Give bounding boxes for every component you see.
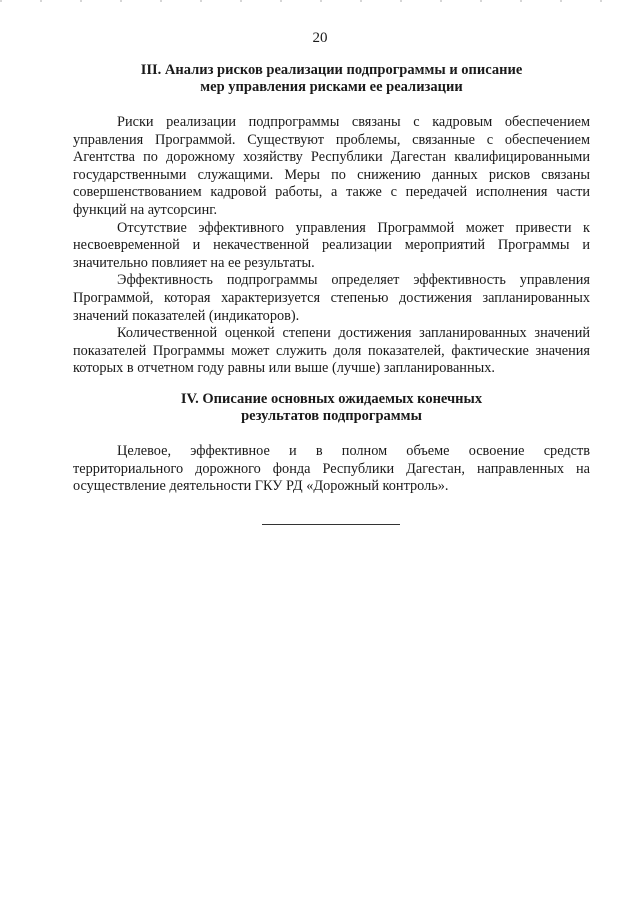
scan-edge-marks — [0, 0, 640, 2]
section-heading — [73, 391, 590, 425]
section-4-heading — [73, 391, 590, 425]
section-4-heading-line-2: результатов подпрограммы — [241, 408, 422, 424]
section-4-heading-line-1: IV. Описание основных ожидаемых конечных — [180, 391, 483, 407]
section-heading — [73, 62, 590, 96]
paragraph: Целевое, эффективное и в полном объеме освоение средств территориального дорожного фонда Республики Дагестан, направленных на осуществление деятельности ГКУ РД «Дорожный контроль». — [73, 443, 590, 495]
end-of-document-rule — [262, 524, 400, 525]
paragraph: Отсутствие эффективного управления Программой может привести к несвоевременной и некачественной реализации мероприятий Программы и значительно повлияет на ее результаты. — [73, 219, 590, 271]
section-3-heading-line-1: III. Анализ рисков реализации подпрограммы и описание — [140, 62, 523, 78]
section-3-heading-line-2: мер управления рисками ее реализации — [200, 79, 463, 95]
paragraph: Эффективность подпрограммы определяет эффективность управления Программой, которая характеризуется степенью достижения запланированных значений показателей (индикаторов). — [73, 272, 590, 324]
section-3-body — [73, 114, 590, 378]
section-3-heading — [73, 62, 590, 96]
paragraph: Риски реализации подпрограммы связаны с кадровым обеспечением управления Программой. Существуют проблемы, связанные с обеспечением Агентства по дорожному хозяйству Республики Дагестан квалифицированными государственными служащими. Меры по снижению данных рисков связаны совершенствованием кадровой работы, а также с передачей исполнения части функций на аутсорсинг. — [73, 114, 590, 218]
section-4-body — [73, 443, 590, 496]
paragraph: Количественной оценкой степени достижения запланированных значений показателей Программы может служить доля показателей, фактические значения которых в отчетном году равны или выше (лучше) запланированных. — [73, 325, 590, 377]
page-number: 20 — [312, 30, 328, 46]
